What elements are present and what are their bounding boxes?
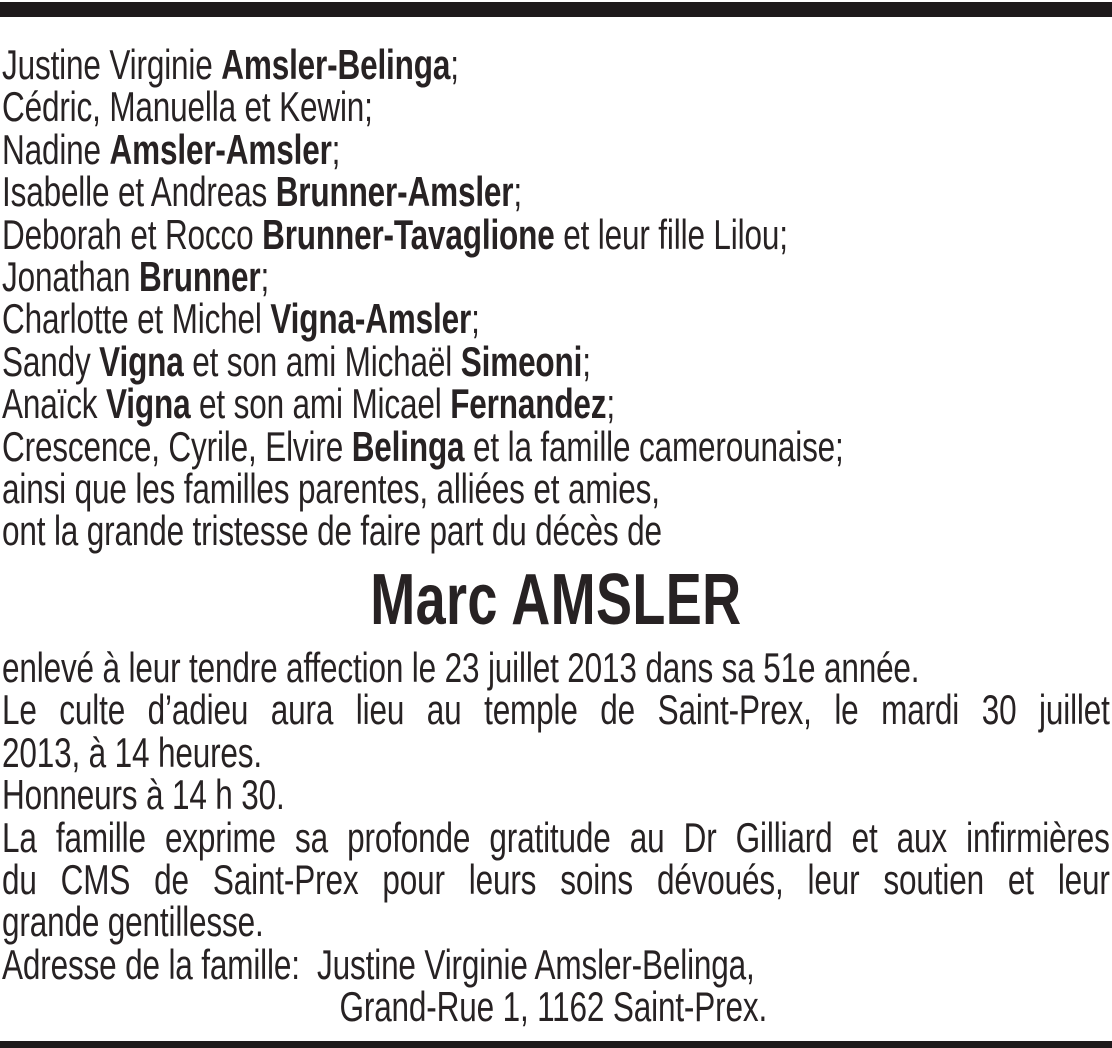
notice-line bbox=[2, 41, 1110, 88]
text-segment: et leur fille Lilou; bbox=[554, 210, 788, 258]
text-segment: Cédric, Manuella et Kewin; bbox=[2, 83, 373, 131]
bold-family-name: Vigna bbox=[99, 337, 184, 385]
notice-line bbox=[2, 83, 1110, 131]
text-segment: et la famille camerounaise; bbox=[464, 422, 844, 470]
text-segment: Grand-Rue 1, 1162 Saint-Prex. bbox=[339, 983, 768, 1031]
notice-line bbox=[2, 686, 1110, 734]
notice-line bbox=[2, 210, 1110, 258]
notice-line bbox=[2, 813, 1110, 861]
notice-line bbox=[2, 771, 1110, 819]
bold-family-name: Simeoni bbox=[460, 337, 583, 385]
notice-line bbox=[2, 253, 1110, 301]
text-segment: ; bbox=[513, 168, 523, 216]
notice-line bbox=[2, 380, 1110, 428]
text-segment: Anaïck bbox=[2, 380, 107, 428]
bold-family-name: Amsler-Amsler bbox=[109, 125, 332, 173]
notice-content bbox=[2, 38, 1110, 1029]
bold-family-name: Amsler-Belinga bbox=[221, 41, 451, 88]
text-segment: ; bbox=[606, 380, 616, 428]
notice-line bbox=[2, 295, 1110, 343]
text-segment: Jonathan bbox=[2, 253, 140, 301]
text-segment: ; bbox=[582, 337, 591, 385]
notice-line bbox=[2, 940, 1110, 988]
bold-family-name: Fernandez bbox=[450, 380, 607, 428]
bold-family-name: Brunner bbox=[139, 253, 261, 301]
text-segment: et son ami Micael bbox=[190, 380, 451, 428]
bold-family-name: Vigna-Amsler bbox=[270, 295, 472, 343]
text-segment: 2013, à 14 heures. bbox=[2, 728, 263, 776]
text-segment: ; bbox=[471, 295, 480, 343]
text-segment: ; bbox=[331, 125, 341, 173]
text-segment: La famille exprime sa profonde gratitude au Dr Gilliard et aux infirmières bbox=[2, 813, 1110, 861]
text-segment: Crescence, Cyrile, Elvire bbox=[2, 422, 352, 470]
text-segment: Charlotte et Michel bbox=[2, 295, 271, 343]
bold-family-name: Belinga bbox=[351, 422, 465, 470]
notice-line bbox=[2, 898, 1110, 946]
text-segment: Adresse de la famille: Justine Virginie Amsler-Belinga, bbox=[2, 940, 755, 988]
text-segment: ; bbox=[260, 253, 270, 301]
text-segment: ont la grande tristesse de faire part du décès de bbox=[2, 507, 662, 555]
top-rule-bar bbox=[0, 2, 1112, 17]
deceased-name-heading: Marc AMSLER bbox=[370, 559, 742, 640]
bold-family-name: Brunner-Tavaglione bbox=[262, 210, 555, 258]
text-segment: Le culte d’adieu aura lieu au temple de Saint-Prex, le mardi 30 juillet bbox=[2, 686, 1110, 734]
bold-family-name: Brunner-Amsler bbox=[275, 168, 514, 216]
announcement-block bbox=[2, 643, 1110, 1031]
text-segment: ; bbox=[450, 41, 459, 88]
text-segment: Honneurs à 14 h 30. bbox=[2, 771, 285, 819]
text-segment: et son ami Michaël bbox=[183, 337, 461, 385]
notice-line bbox=[2, 983, 1110, 1031]
notice-line bbox=[2, 125, 1110, 173]
text-segment: Nadine bbox=[2, 125, 110, 173]
bold-family-name: Vigna bbox=[106, 380, 191, 428]
notice-line bbox=[2, 507, 1110, 555]
notice-line bbox=[2, 643, 1110, 691]
text-segment: Deborah et Rocco bbox=[2, 210, 263, 258]
text-segment: Justine Virginie bbox=[2, 41, 222, 88]
text-segment: grande gentillesse. bbox=[2, 898, 264, 946]
notice-line bbox=[2, 465, 1110, 513]
text-segment: Isabelle et Andreas bbox=[2, 168, 276, 216]
text-segment: Sandy bbox=[2, 337, 100, 385]
notice-line bbox=[2, 337, 1110, 385]
notice-line bbox=[2, 728, 1110, 776]
text-segment: enlevé à leur tendre affection le 23 juillet 2013 dans sa 51e année. bbox=[2, 643, 920, 691]
notice-line bbox=[2, 855, 1110, 903]
family-names-block bbox=[2, 38, 1110, 553]
text-segment: ainsi que les familles parentes, alliées et amies, bbox=[2, 465, 660, 513]
notice-line bbox=[2, 422, 1110, 470]
text-segment: du CMS de Saint-Prex pour leurs soins dévoués, leur soutien et leur bbox=[2, 855, 1110, 903]
bottom-rule-bar bbox=[0, 1041, 1112, 1048]
notice-line bbox=[2, 168, 1110, 216]
